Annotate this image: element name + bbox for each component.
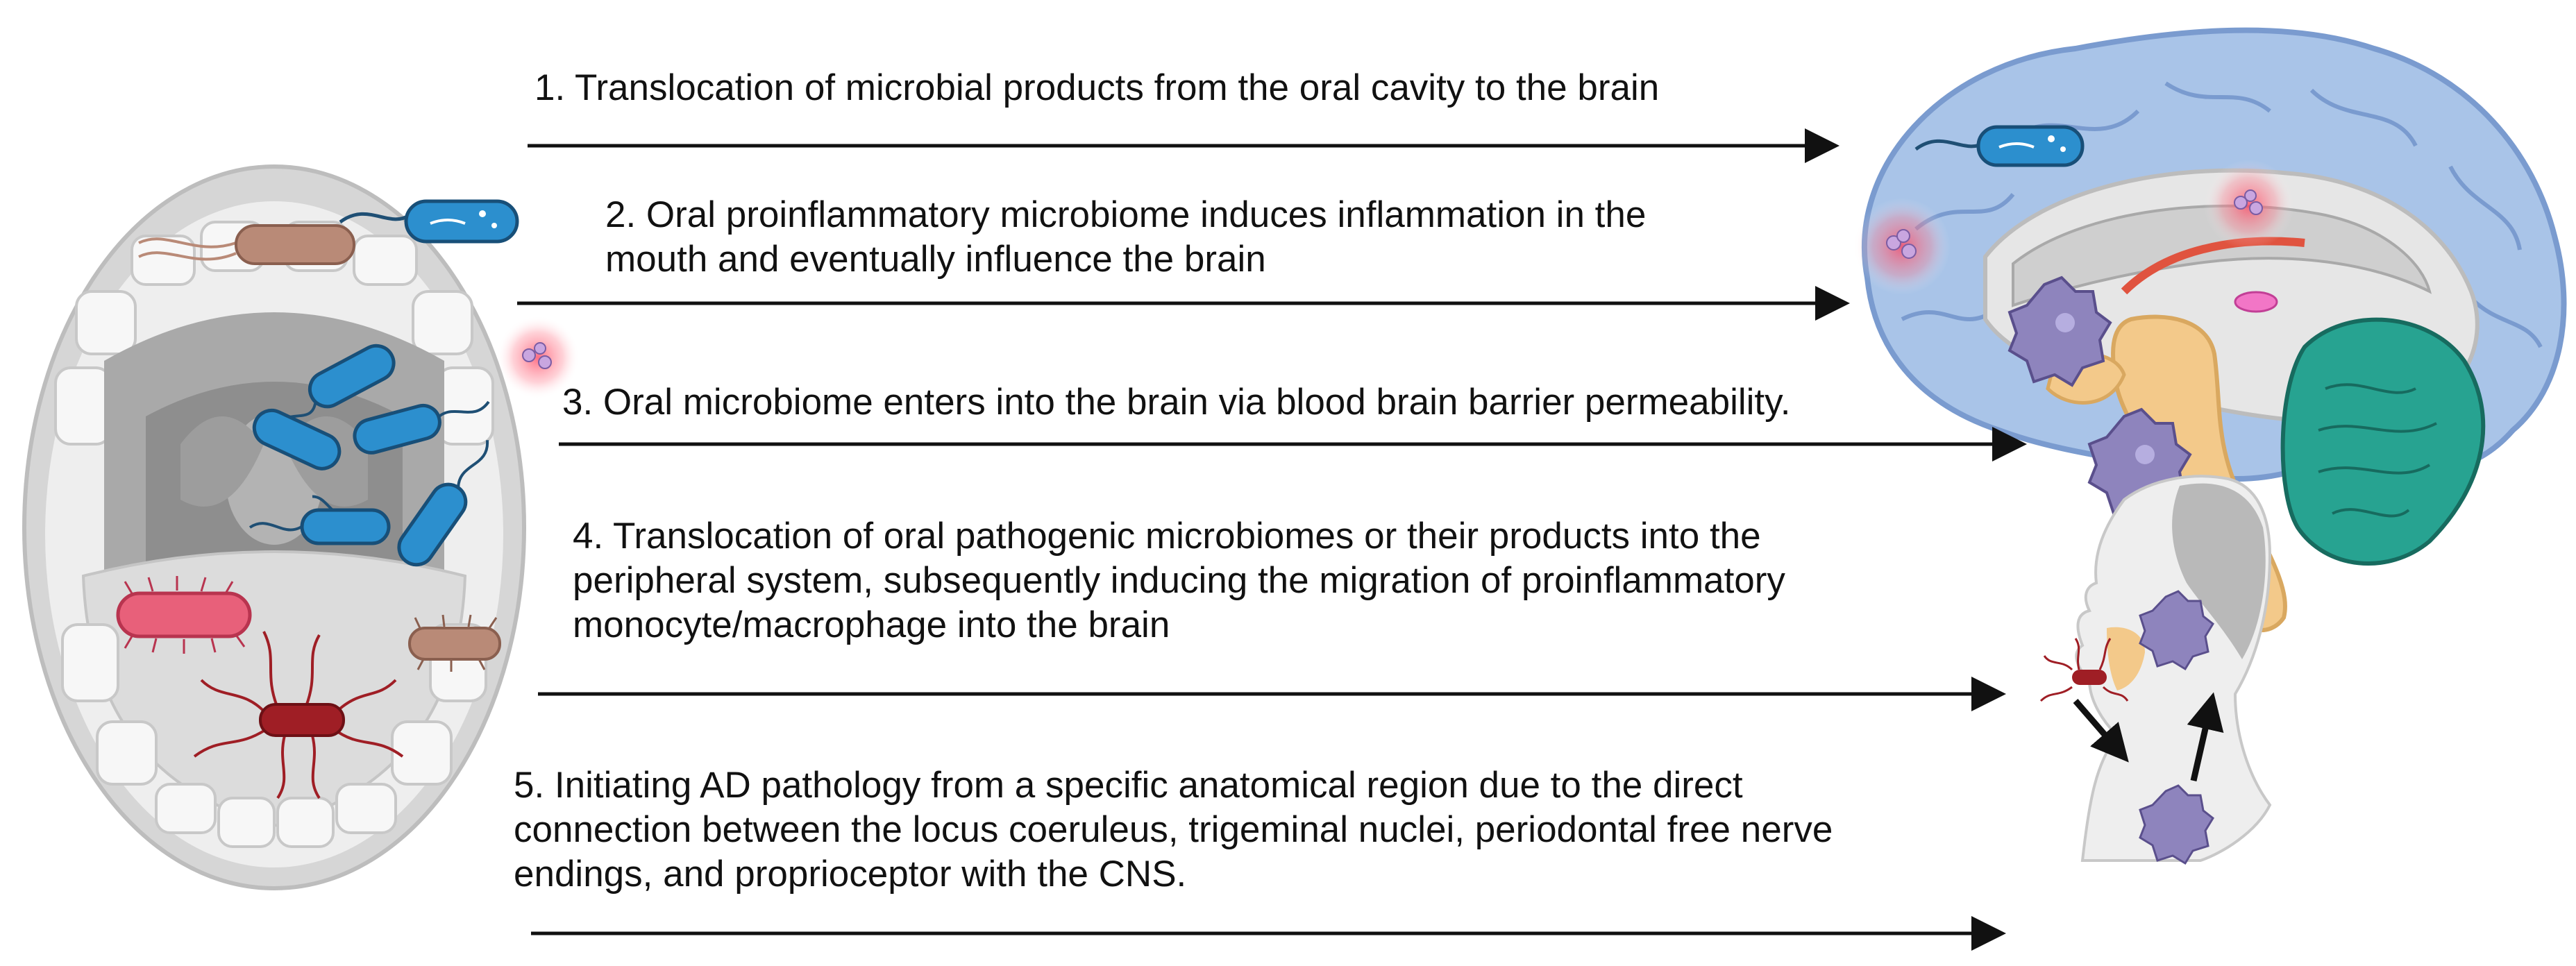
pathway-step-5-line-1: 5. Initiating AD pathology from a specific anatomical region due to the direct bbox=[514, 765, 1743, 806]
pathway-step-3-line-1: 3. Oral microbiome enters into the brain via blood brain barrier permeability. bbox=[562, 382, 1791, 423]
head-profile-illustration bbox=[2041, 476, 2270, 863]
inflammation-glow-icon bbox=[1853, 198, 1951, 295]
pathway-step-3 bbox=[562, 380, 1790, 425]
pathway-step-4-line-2: peripheral system, subsequently inducing the migration of proinflammatory bbox=[573, 560, 1785, 601]
pathway-step-5-line-2: connection between the locus coeruleus, trigeminal nuclei, periodontal free nerve bbox=[514, 809, 1833, 850]
pathway-step-2 bbox=[605, 193, 1646, 282]
pathway-step-1-line-1: 1. Translocation of microbial products from the oral cavity to the brain bbox=[534, 67, 1660, 108]
pathway-step-2-line-2: mouth and eventually influence the brain bbox=[605, 239, 1266, 280]
pathway-step-5-line-3: endings, and proprioceptor with the CNS. bbox=[514, 854, 1187, 895]
pathway-step-4-line-3: monocyte/macrophage into the brain bbox=[573, 604, 1170, 645]
pathway-step-5 bbox=[514, 763, 1833, 897]
pathway-step-4-line-1: 4. Translocation of oral pathogenic microbiomes or their products into the bbox=[573, 516, 1761, 557]
pathway-step-2-line-1: 2. Oral proinflammatory microbiome induces inflammation in the bbox=[605, 194, 1647, 235]
pathway-step-4 bbox=[573, 514, 1785, 647]
pathway-step-1 bbox=[534, 66, 1659, 110]
inflammation-glow-icon bbox=[2204, 160, 2294, 250]
